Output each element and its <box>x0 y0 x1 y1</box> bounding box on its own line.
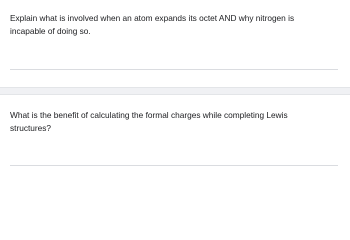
question-text-1: Explain what is involved when an atom expands its octet AND why nitrogen is incapable of doing so. <box>10 13 295 36</box>
question-card-2 <box>0 95 350 181</box>
short-answer-field-2[interactable] <box>10 165 338 166</box>
question-text-2: What is the benefit of calculating the formal charges while completing Lewis structures? <box>10 110 288 133</box>
card-separator <box>0 87 350 95</box>
short-answer-field-1[interactable] <box>10 69 338 70</box>
question-card-1 <box>0 0 350 87</box>
